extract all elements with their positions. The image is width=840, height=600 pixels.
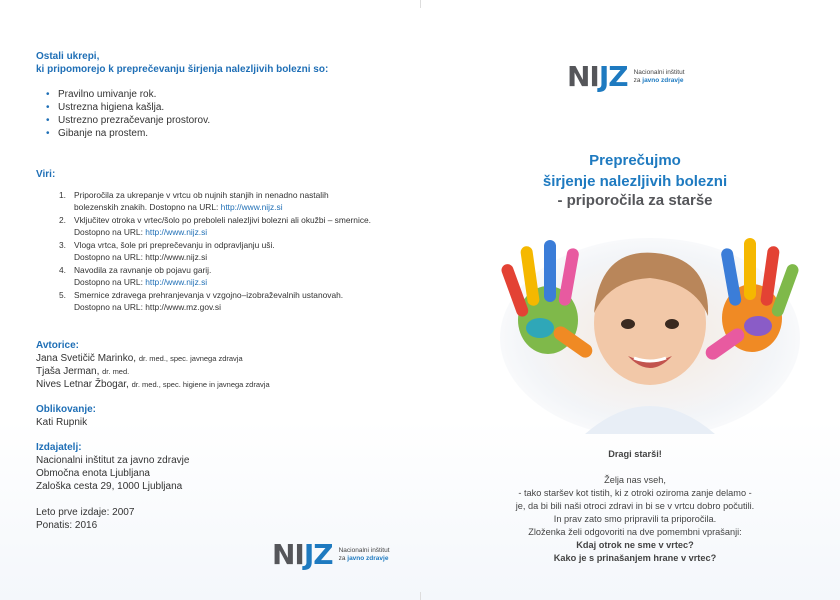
cover-panel (430, 0, 840, 600)
cover-subtitle: - priporočila za starše (557, 192, 713, 209)
list-item: • Ustrezna higiena kašlja. (58, 101, 406, 114)
author: Nives Letnar Žbogar, dr. med., spec. higiene in javnega zdravja (36, 379, 270, 390)
source-item: 3. Vloga vrtca, šole pri preprečevanju in odpravljanju uši. Dostopno na URL: http://www.nijz.si (59, 240, 275, 262)
source-link[interactable]: http://www.nijz.si (145, 227, 208, 237)
design-heading: Oblikovanje: (36, 404, 97, 415)
child-painted-hands-photo (500, 228, 800, 434)
sources-list (36, 189, 406, 313)
measures-heading: Ostali ukrepi, ki pripomorejo k preprečevanju širjenja nalezljivih bolezni so: (36, 51, 329, 75)
designer-name: Kati Rupnik (36, 417, 88, 428)
back-panel (36, 50, 406, 532)
source-link[interactable]: http://www.nijz.si (145, 277, 208, 287)
source-link[interactable]: http://www.nijz.si (220, 202, 283, 212)
edition-block: Leto prve izdaje: 2007 Ponatis: 2016 (36, 507, 135, 531)
greeting: Dragi starši! (608, 449, 662, 459)
question: Kdaj otrok ne sme v vrtec? (576, 540, 694, 550)
author: Jana Svetičič Marinko, dr. med., spec. javnega zdravja (36, 353, 243, 364)
source-item: 1. Priporočila za ukrepanje v vrtcu ob nujnih stanjih in nenadno nastalih bolezenskih znakih. Dostopno na URL: http://www.nijz.si (59, 190, 329, 212)
fold-mark (420, 0, 421, 8)
list-item: • Ustrezno prezračevanje prostorov. (58, 114, 406, 127)
publisher-block: Nacionalni inštitut za javno zdravje Območna enota Ljubljana Zaloška cesta 29, 1000 Ljubljana (36, 455, 190, 492)
cover-title: Preprečujmo širjenje nalezljivih bolezni (542, 152, 728, 190)
nijz-logo-top: NIJZ Nacionalni inštitut za javno zdravje (567, 60, 685, 93)
parents-letter: Dragi starši! Želja nas vseh, - tako staršev kot tistih, ki z otroki oziroma zanje delamo - je, da bi bili naši otroci zdravi in bi se v vrtcu dobro počutili. In prav zato smo pripravili ta priporočila. Zloženka želi odgovoriti na dve pomembni vprašanji: Kdaj otrok ne sme v vrtec? Kako je s prinašanjem hrane v vrtec? (430, 448, 840, 565)
measures-list (36, 88, 406, 140)
question: Kako je s prinašanjem hrane v vrtec? (553, 553, 717, 563)
source-item: 2. Vključitev otroka v vrtec/šolo po preboleli nalezljivi bolezni ali okužbi – smernice. Dostopno na URL: http://www.nijz.si (59, 215, 371, 237)
authors-heading: Avtorice: (36, 340, 79, 351)
fold-mark (420, 592, 421, 600)
source-item: 4. Navodila za ravnanje ob pojavu garij. Dostopno na URL: http://www.nijz.si (59, 265, 212, 287)
nijz-logo-bottom: NIJZ Nacionalni inštitut za javno zdravje (272, 538, 390, 571)
publisher-heading: Izdajatelj: (36, 442, 82, 453)
sources-heading: Viri: (36, 169, 56, 180)
source-item: 5. Smernice zdravega prehranjevanja v vzgojno–izobraževalnih ustanovah. Dostopno na URL: http://www.mz.gov.si (59, 290, 344, 312)
list-item: • Pravilno umivanje rok. (58, 88, 406, 101)
list-item: • Gibanje na prostem. (58, 127, 406, 140)
author: Tjaša Jerman, dr. med. (36, 366, 130, 377)
authors-list (36, 352, 406, 391)
